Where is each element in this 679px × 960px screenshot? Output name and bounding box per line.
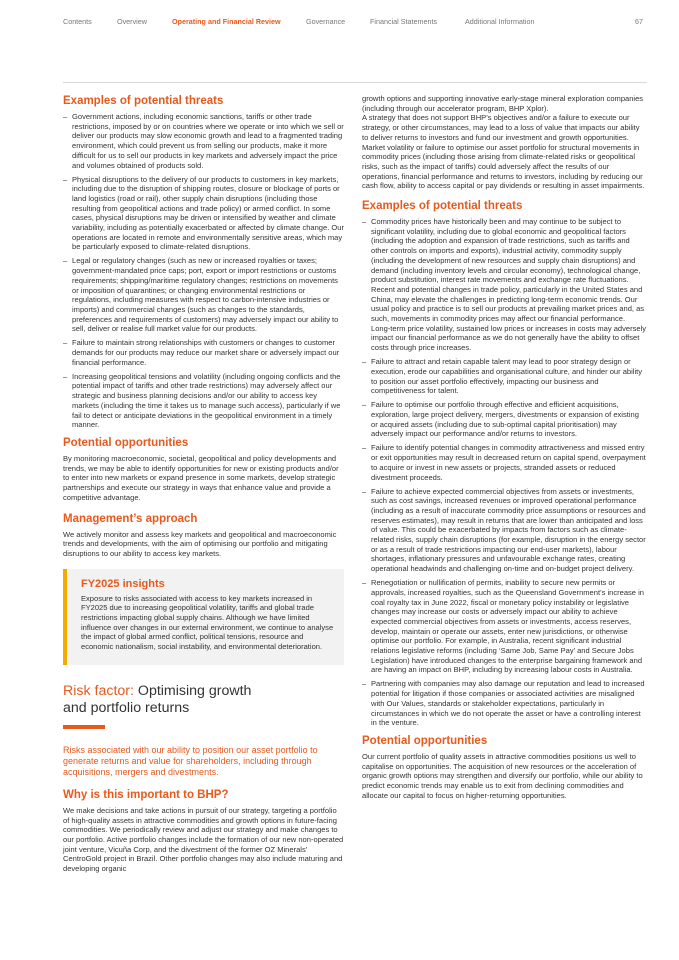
list-item: – Increasing geopolitical tensions and volatility (including ongoing conflicts and the potential impact of tariffs and other trade restrictions) may adversely affect our strategic and business planning decisions and/or our ability to access key markets (including the time it takes us to manage such access), particularly if we fail to detect or anticipate deviations in the geopolitical environment in a timely manner. (63, 371, 341, 430)
top-navigation (63, 17, 645, 29)
nav-governance[interactable]: Governance (306, 17, 346, 26)
management-heading: Management’s approach (63, 512, 198, 525)
insights-heading: FY2025 insights (81, 577, 165, 590)
why-important-text: We make decisions and take actions in pursuit of our strategy, targeting a portfolio of high-quality assets in attractive commodities and growth options in future-facing commodities. We periodically review and adjust our strategy and make changes to our portfolio. Active portfolio changes include the formation of our new non-operated joint venture, Vicuña Corp, and the divestment of the former OZ Minerals’ CentroGold project in Brazil. Other portfolio changes may also include maturing and developing organic (63, 805, 344, 874)
list-item: – Commodity prices have historically been and may continue to be subject to significant volatility, including due to global economic and geopolitical factors (including the adoption and expansion of trade restrictions, such as tariffs and other controls on imports and exports), industrial activity, commodity supply (including the development of new resources and supply chain disruptions) and demand (including inventory levels and circular economy), technological change, product substitution, interest rate movements and exchange rate fluctuations. Recent and potential changes in trade policy, particularly in the United States and China, may elevate the challenges in predicting long-term economic trends. Our usual policy and practice is to sell our products at prevailing market prices and, as such, movements in commodity prices may affect our financial performance. Long-term price volatility, sustained low prices or increases in costs may adversely impact our financial performance as we do not generally have the ability to offset costs through price increases. (362, 217, 647, 353)
threats-heading: Examples of potential threats (63, 95, 224, 107)
insights-text: Exposure to risks associated with access to key markets increased in FY2025 due to increasing geopolitical volatility, tariffs and global trade restrictions impacting global supply chains. Although we have limited influence over changes in our external environment, we continue to analyse the impact of global armed conflict, political tensions, resource and economic nationalism, social instability, and environmental deterioration. (81, 593, 334, 652)
opportunities-heading-right: Potential opportunities (362, 734, 488, 747)
intro-paragraph-1: growth options and supporting innovative early-stage mineral exploration companies (including through our accelerator program, BHP Xplor). (362, 94, 644, 113)
list-item: – Partnering with companies may also damage our reputation and lead to increased potential for litigation if those companies or associated activities are misaligned with Our Values, standards or stakeholder expectations, particularly in circumstances in which we do not operate the asset or have a controlling interest in the venture. (362, 679, 645, 728)
nav-contents[interactable]: Contents (63, 17, 92, 26)
nav-operating-financial-review[interactable]: Operating and Financial Review (172, 17, 281, 26)
risk-factor-label: Risk factor: (63, 682, 134, 699)
list-item: – Government actions, including economic sanctions, tariffs or other trade restrictions, imposed by or on countries where we operate or into which we sell or deliver our products may slow economic growth and lead to a fragmented trading environment, which could prevent us from selling our products, make it more difficult for us to sell our products in key markets and adversely impact the price and volumes obtained of products sold. (63, 112, 344, 170)
list-item: – Failure to optimise our portfolio through effective and efficient acquisitions, exploration, large project delivery, mergers, divestments or expansion of existing or acquired assets (including due to sub-optimal capital prioritisation) may adversely impact our performance and/or returns to investors. (362, 400, 639, 439)
management-text: We actively monitor and assess key markets and geopolitical and macroeconomic trends and developments, with the aim of optimising our portfolio and mitigating disruptions to our ability to access key markets. (63, 529, 337, 558)
list-item: – Failure to maintain strong relationships with customers or changes to customer demands for our products may reduce our market share or adversely impact our financial performance. (63, 338, 340, 367)
why-important-heading: Why is this important to BHP? (63, 788, 229, 801)
list-item: – Failure to achieve expected commercial objectives from assets or investments, such as cost savings, increased revenues or improved operational performance (including as a result of inaccurate commodity price assumptions or resources and reserves estimates), may result in returns that are lower than anticipated and loss of value. This could be exacerbated by impacts from factors such as climate-related risks, supply chain disruptions (for example, disruption in the energy sector or as a result of trade restrictions impacting our end-user markets), labour shortages, inflationary pressures and unfavourable exchange rates, creating operational headwinds and challenging on-time and on-budget project delivery. (362, 486, 646, 574)
list-item: – Renegotiation or nullification of permits, inability to secure new permits or approvals, increased royalties, such as the Queensland Government’s increase in coal royalty tax in June 2022, fiscal or monetary policy instability or legislative changes may increase our costs or adversely impact our ability to achieve expected commercial objectives from assets or investments, access reserves, develop, maintain or operate our assets, enter new jurisdictions, or otherwise optimise our portfolio. For example, in Australia, recent significant industrial relations legislative reforms (including ‘Same Job, Same Pay’ and Secure Jobs Legislation) have introduced changes to the enterprise bargaining framework and are having an impact on BHP, including by increasing labour costs in Australia. (362, 578, 644, 675)
header-divider (63, 82, 647, 83)
list-item: – Physical disruptions to the delivery of our products to customers in key markets, including due to the disruption of shipping routes, closure or blockage of ports or land logistics (road or rail), other supply chain disruptions (including those resulting from geopolitical actions and trade policy) or armed conflict. In some cases, physical disruptions may be driven or intensified by weather and climate variability, including as potentially exacerbated or affected by climate change. Our operations are located in remote and environmentally sensitive areas, which may be particularly exposed to climate-related disruptions. (63, 174, 344, 252)
risk-factor-title: Risk factor: Optimising growth and portfolio returns (63, 682, 252, 716)
accent-bar (63, 725, 105, 729)
threats-list-right (362, 217, 646, 728)
nav-financial-statements[interactable]: Financial Statements (370, 17, 438, 26)
list-item: – Legal or regulatory changes (such as new or increased royalties or taxes; government-mandated price caps; port, export or import restrictions or customs requirements; shipping/maritime regulatory changes; restrictions on movements or imposition of quarantines; or changing environmental restrictions or regulations, including measures with respect to carbon-intensive industries or imports) and commercial changes (such as changes to the standards, preferences and requirements of customers) may adversely impact our ability to sell, deliver or realise full market value for our products. (63, 256, 339, 334)
threats-list (63, 112, 344, 430)
page-number: 67 (635, 17, 643, 26)
list-item: – Failure to identify potential changes in commodity attractiveness and missed entry or exit opportunities may result in decreased return on capital spend, overpayment to acquire or invest in new assets or projects, stranded assets or reduced divestment proceeds. (362, 443, 646, 482)
nav-overview[interactable]: Overview (117, 17, 147, 26)
risk-factor-subtitle: Risks associated with our ability to position our asset portfolio to generate returns and value for shareholders, including through acquisitions, mergers and divestments. (63, 744, 318, 777)
threats-heading-right: Examples of potential threats (362, 200, 523, 213)
list-item: – Failure to attract and retain capable talent may lead to poor strategy design or execution, erode our capabilities and organisational culture, and hinder our ability to position our asset portfolio effectively, impacting our business and competitiveness for talent. (362, 357, 643, 396)
nav-additional-information[interactable]: Additional Information (465, 17, 535, 26)
insights-box (63, 569, 344, 665)
opportunities-heading: Potential opportunities (63, 436, 189, 449)
left-column (63, 94, 344, 878)
right-column (362, 94, 646, 804)
intro-paragraph-2: A strategy that does not support BHP’s objectives and/or a failure to execute our strategy, or other circumstances, may lead to a loss of value that impacts our ability to deliver returns to investors and fund our investment and growth opportunities. Market volatility or failure to optimise our asset portfolio for structural movements in commodity prices (including those arising from climate-related risks or geopolitical risks, such as the impact of tariffs) could adversely affect the results of our operations, financial performance and returns to investors, including by reducing our cash flow, ability to access capital or pay dividends or resulting in asset impairments. (362, 113, 645, 191)
opportunities-text-right: Our current portfolio of quality assets in attractive commodities positions us well to capitalise on opportunities. The acquisition of new resources or the acceleration of organic growth options may strengthen and diversify our portfolio, while our ability to predict economic trends may enable us to exit from declining commodities and allocate our capital to focus on higher-returning opportunities. (362, 751, 643, 800)
opportunities-text: By monitoring macroeconomic, societal, geopolitical and policy developments and trends, we may be able to identify opportunities for new or existing products and/or to enter into new markets or expand presence in some markets, develop strategic partnerships and execute our strategy in ways that enhance value and provide a competitive advantage. (63, 453, 339, 502)
